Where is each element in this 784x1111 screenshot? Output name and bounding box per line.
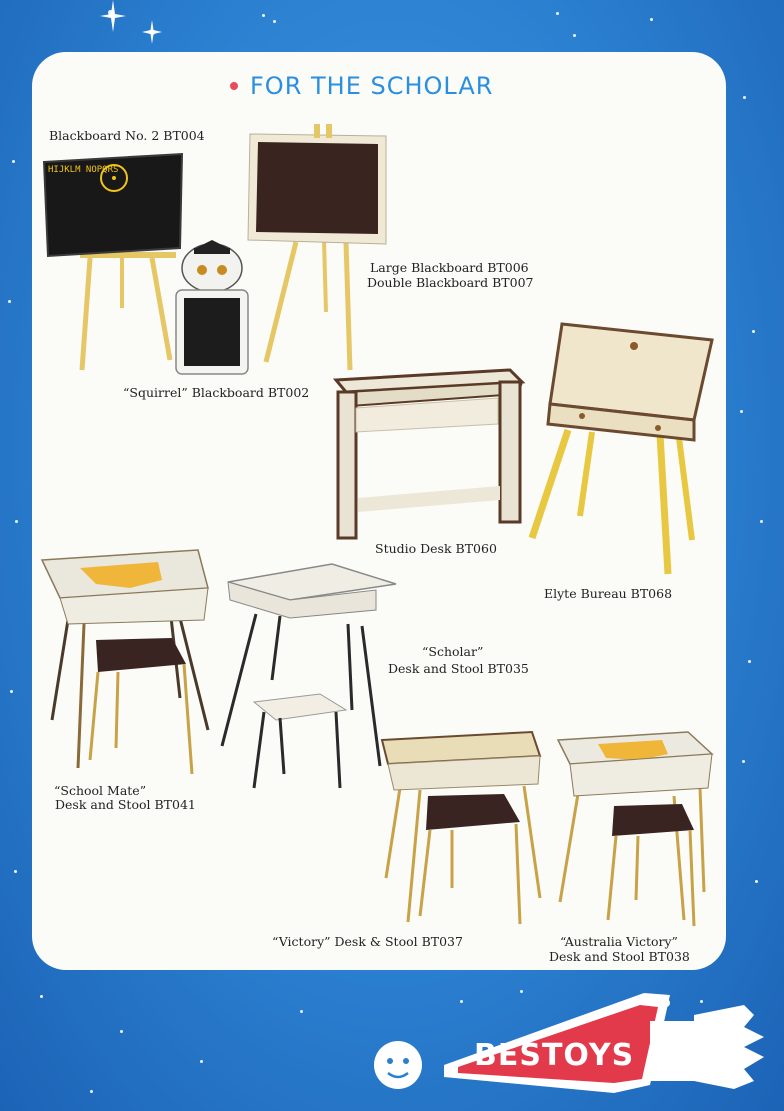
label-scholar-line1: “Scholar”	[422, 644, 484, 659]
squirrel-blackboard-image	[172, 240, 252, 378]
section-heading	[230, 72, 493, 100]
label-school-mate-line1: “School Mate”	[54, 783, 147, 798]
moon-face-icon	[370, 1037, 426, 1093]
elyte-bureau-image	[526, 320, 716, 578]
large-blackboard-image	[246, 122, 396, 372]
label-double-blackboard: Double Blackboard BT007	[367, 275, 534, 290]
sparkle-icon	[142, 20, 162, 44]
label-blackboard-no2: Blackboard No. 2 BT004	[49, 128, 205, 143]
label-large-blackboard: Large Blackboard BT006	[370, 260, 529, 275]
studio-desk-image	[332, 368, 526, 540]
school-mate-desk-image	[40, 548, 220, 784]
label-australia-victory-line1: “Australia Victory”	[560, 934, 678, 949]
victory-desk-image	[380, 728, 542, 930]
label-victory: “Victory” Desk & Stool BT037	[272, 934, 463, 949]
scholar-desk-image	[220, 560, 398, 796]
bestoys-logo	[444, 985, 784, 1101]
sparkle-icon	[100, 0, 126, 32]
catalog-panel	[32, 52, 726, 970]
section-title: FOR THE SCHOLAR	[250, 72, 494, 100]
australia-victory-desk-image	[554, 730, 718, 930]
label-australia-victory-line2: Desk and Stool BT038	[549, 949, 690, 964]
label-scholar-line2: Desk and Stool BT035	[388, 661, 529, 676]
blackboard-no2-image	[42, 148, 192, 378]
brand-footer	[0, 975, 784, 1111]
board-top-letters: HIJKLM NOPQRS	[48, 165, 119, 175]
brand-name: BESTOYS	[474, 1038, 635, 1073]
label-school-mate-line2: Desk and Stool BT041	[55, 797, 196, 812]
bullet-dot	[230, 82, 238, 90]
label-elyte-bureau: Elyte Bureau BT068	[544, 586, 673, 601]
label-squirrel-blackboard: “Squirrel” Blackboard BT002	[123, 385, 310, 400]
label-studio-desk: Studio Desk BT060	[375, 541, 497, 556]
